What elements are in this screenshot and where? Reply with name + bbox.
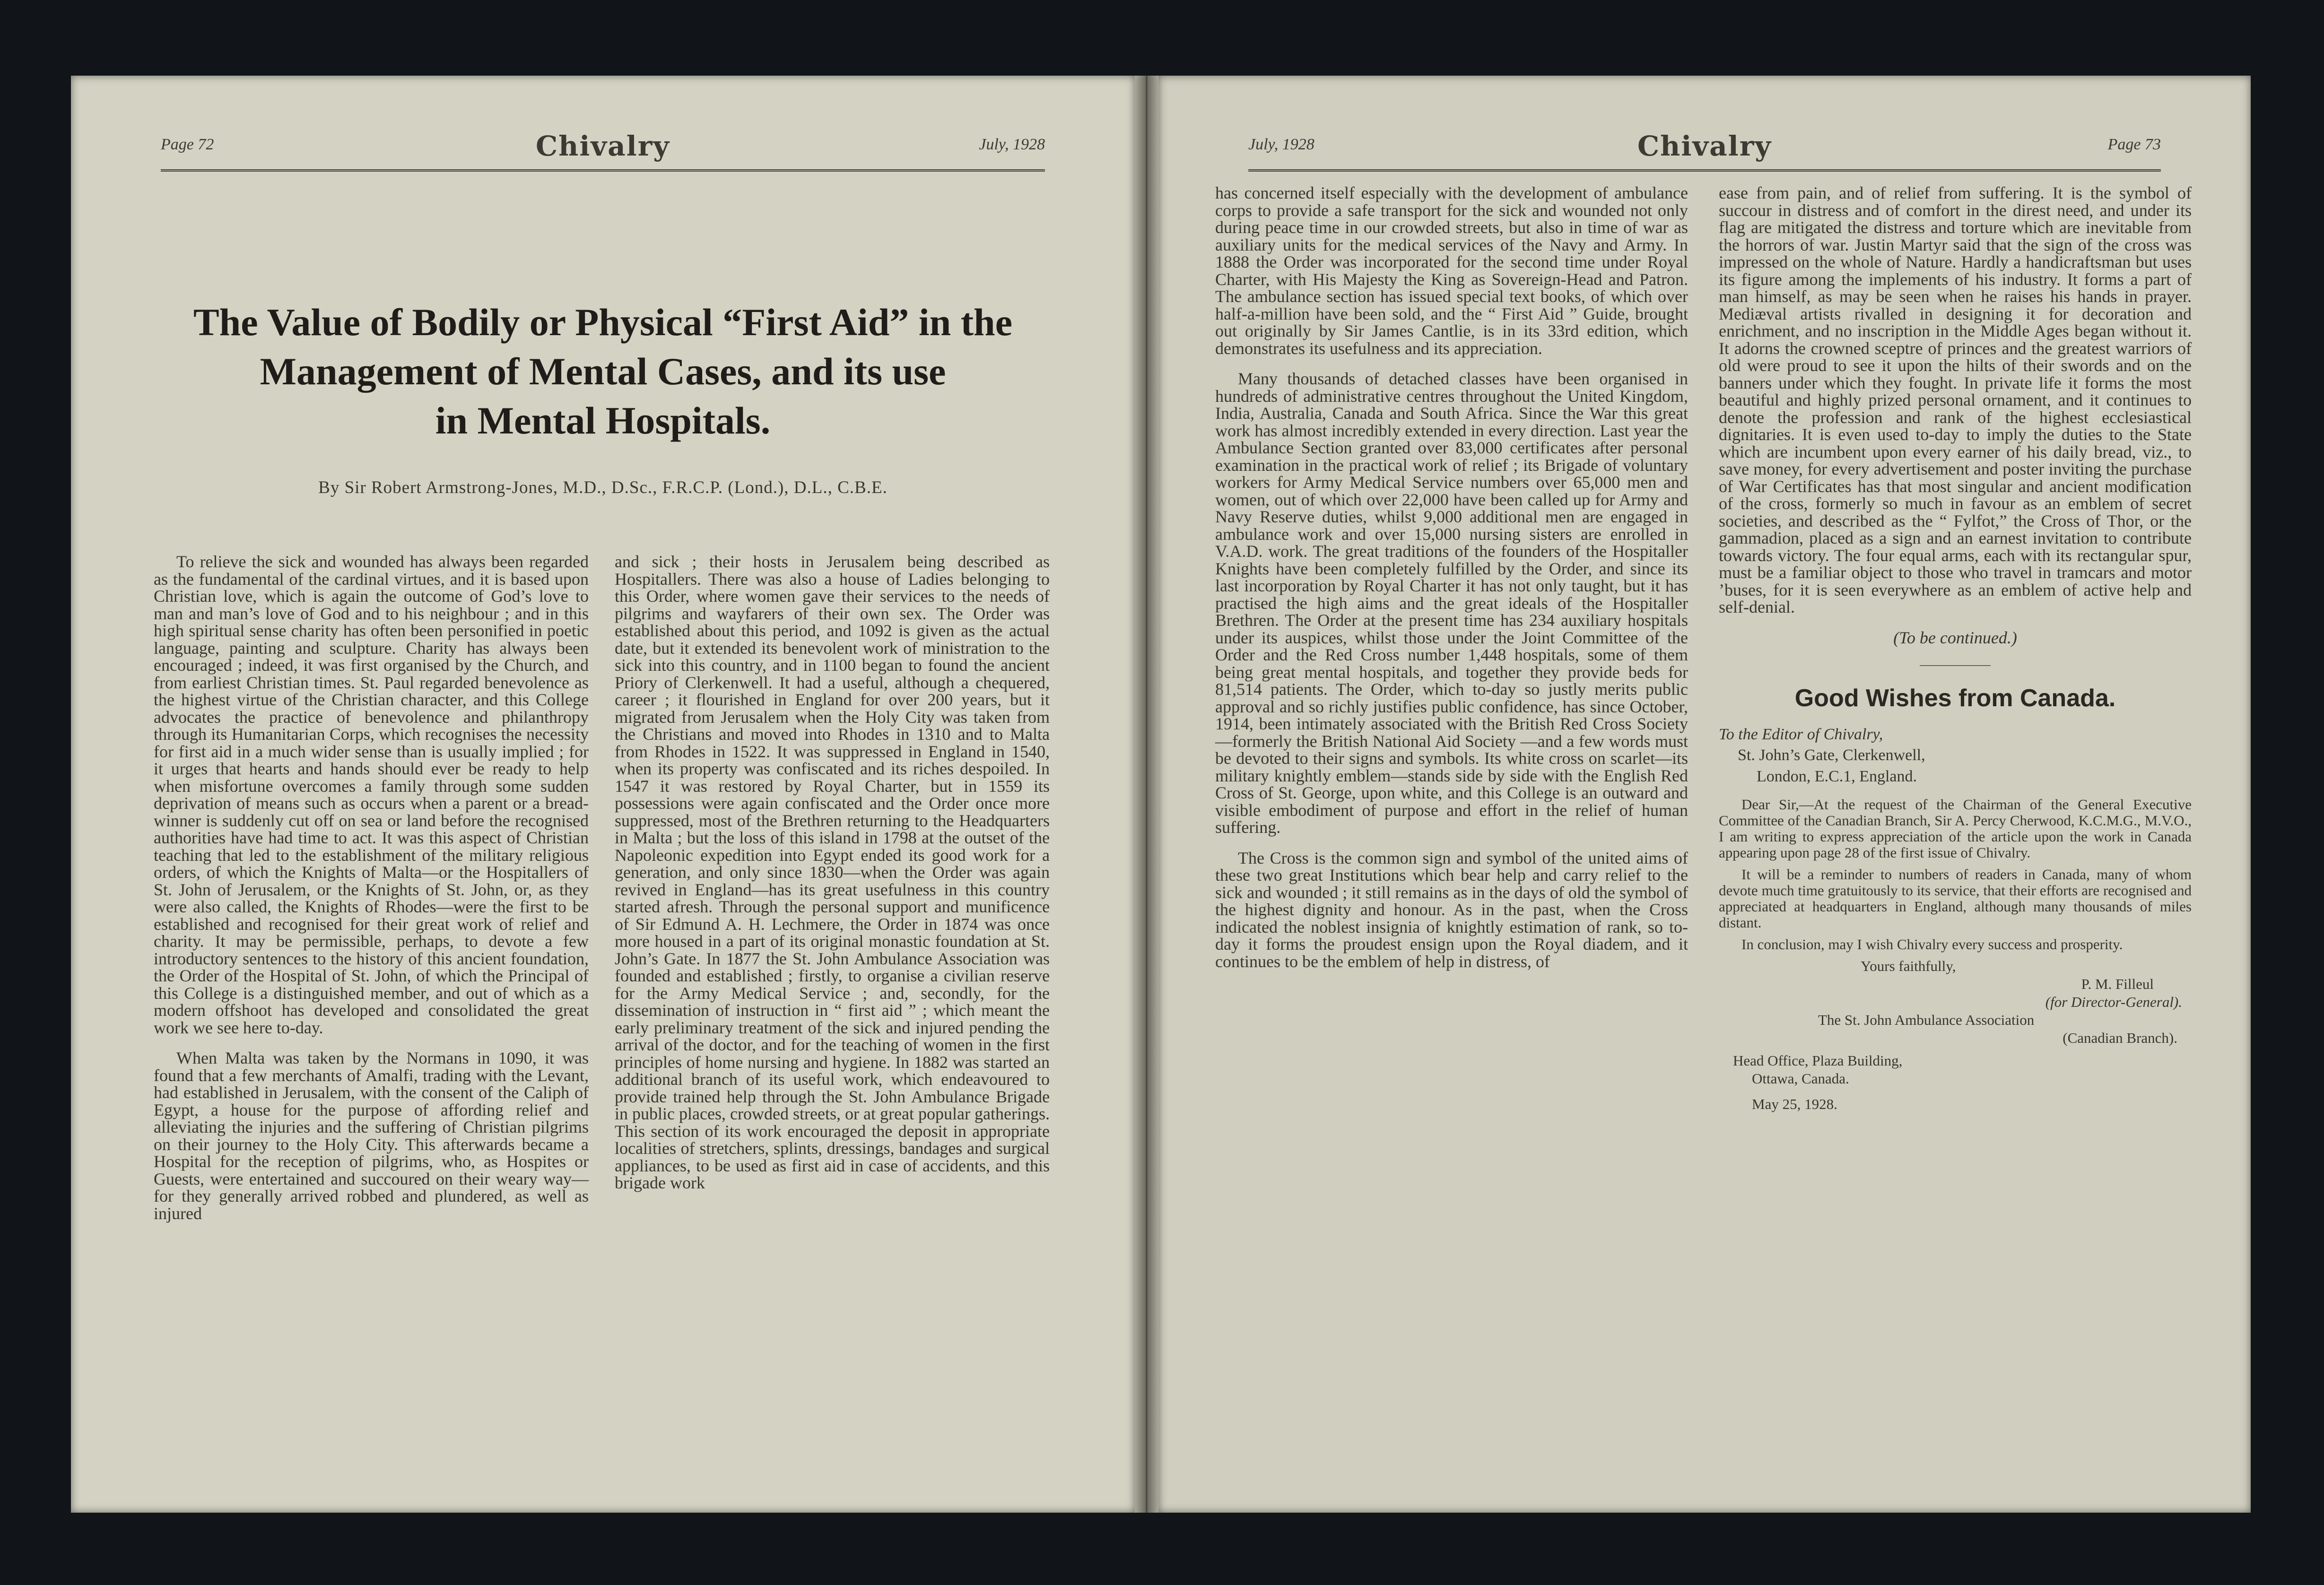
issue-date: July, 1928 [979,136,1045,153]
letter-paragraph: It will be a reminder to numbers of readers in Canada, many of whom devote much time gratuitously to its service, that their efforts are recognised and appreciated at headquarters in England, although many thousands of miles distant. [1719,866,2192,931]
letter-office: Head Office, Plaza Building, [1733,1052,1903,1069]
left-running-head [161,130,1045,173]
right-running-head [1248,130,2161,173]
right-page [1158,76,2251,1513]
magazine-title: Chivalry [1637,130,1772,162]
letter-heading: Good Wishes from Canada. [1794,684,2116,712]
page-number: Page 73 [2107,136,2161,153]
section-divider [1920,665,1991,666]
byline: By Sir Robert Armstrong-Jones, M.D., D.Sc., F.R.C.P. (Lond.), D.L., C.B.E. [318,478,888,497]
issue-date: July, 1928 [1248,136,1314,153]
letter-office: Ottawa, Canada. [1752,1070,1849,1087]
header-rule [1248,169,2161,174]
page-number: Page 72 [161,136,214,153]
article-column-2 [615,553,1050,1205]
letter-signer-role: (for Director-General). [2045,994,2182,1010]
letter-address-line: To the Editor of Chivalry, [1719,725,1883,743]
letter-body [1719,797,2192,1112]
paragraph: When Malta was taken by the Normans in 1090, it was found that a few merchants of Amalfi, trading with the Levant, had established in Jerusalem, with the consent of the Caliph of Egypt, a house for the purpose of affording relief and alleviating the injuries and the suffering of Christian pilgrims on their journey to the Holy City. This afterwards became a Hospital for the reception of pilgrims, who, as Hospites or Guests, were entertained and succoured on their weary way—for they generally arrived robbed and plundered, as well as injured [154,1048,589,1223]
header-rule [161,169,1045,174]
letter-paragraph: In conclusion, may I wish Chivalry every success and prosperity. [1741,936,2123,953]
paragraph: and sick ; their hosts in Jerusalem being described as Hospitallers. There was also a house of Ladies belonging to this Order, where women gave their services to the needs of pilgrims and wayfarers of their own sex. The Order was established about this period, and 1092 is given as the actual date, but it extended its benevolent work of ministration to the sick into this country, and in 1100 began to found the ancient Priory of Clerkenwell. It had a useful, although a chequered, career ; it flourished in England for over 200 years, but it migrated from Jerusalem when the Holy City was taken from the Christians and moved into Rhodes in 1310 and to Malta from Rhodes in 1522. It was suppressed in England in 1540, when its property was confiscated and its riches despoiled. In 1547 it was restored by Royal Charter, but in 1559 its possessions were again confiscated and the Order once more suppressed, most of the Brethren returning to the Headquarters in Malta ; but the loss of this island in 1798 at the outset of the Napoleonic expedition into Egypt ended its good work for a generation, and only since 1830—when the Order was again revived in England—has its great usefulness in this country started afresh. Through the personal support and munificence of Sir Edmund A. H. Lechmere, the Order in 1874 was once more housed in a part of its original monastic foundation at St. John’s Gate. In 1877 the St. John Ambulance Association was founded and established ; firstly, to organise a civilian reserve for the Army Medical Service ; and, secondly, for the dissemination of instruction in “ first aid ” ; which meant the early preliminary treatment of the sick and injured pending the arrival of the doctor, and for the teaching of women in the first principles of home nursing and hygiene. In 1882 was started an additional branch of its useful work, which endeavoured to provide trained help through the St. John Ambulance Brigade in public places, crowded streets, or at great popular gatherings. This section of its work encouraged the deposit in appropriate localities of stretchers, splints, dressings, bandages and surgical appliances, to be used as first aid in case of accidents, and this brigade work [615,552,1050,1192]
article-column-1 [154,553,589,1235]
article-column-3 [1215,184,1688,983]
letter-paragraph: Dear Sir,—At the request of the Chairman of the General Executive Committee of the Canadian Branch, Sir A. Percy Cherwood, K.C.M.G., M.V.O., I am writing to express appreciation of the article upon the work in Canada appearing upon page 28 of the first issue of Chivalry. [1719,796,2192,861]
letter-date: May 25, 1928. [1752,1096,1837,1112]
letter-signer: P. M. Filleul [2081,976,2154,992]
letter-closing: Yours faithfully, [1861,958,1956,974]
article-title: The Value of Bodily or Physical “First Aid” in the Management of Mental Cases, and its use in Mental Hospitals. [193,301,1013,442]
magazine-title: Chivalry [536,130,670,162]
paragraph: To relieve the sick and wounded has always been regarded as the fundamental of the cardinal virtues, and it is based upon Christian love, which is again the outcome of God’s love to man and man’s love of God and to his neighbour ; and in this high spiritual sense charity has often been personified in poetic language, painting and sculpture. Charity has always been encouraged ; indeed, it was first organised by the Church, and from earliest Christian times. St. Paul regarded benevolence as the highest virtue of the Christian character, and this College advocates the practice of benevolence and philanthropy through its Humanitarian Corps, which recognises the necessity for first aid in a much wider sense than is usually implied ; for it urges that hearts and hands should ever be ready to help when misfortune overcomes a family through some sudden deprivation of means such as occurs when a parent or a bread-winner is suddenly cut off on sea or land before the recognised authorities have had time to act. It was this aspect of Christian teaching that led to the establishment of the military religious orders, of which the Knights of Malta—or the Hospitallers of St. John of Jerusalem, or the Knights of St. John, or, as they were also called, the Knights of Rhodes—were the first to be established and recognised for their great work of relief and charity. It may be permissible, perhaps, to devote a few introductory sentences to the history of this ancient foundation, the Order of the Hospital of St. John, of which the Principal of this College is a distinguished member, and out of which as a modern offshoot has developed and consolidated the great work we see here to-day. [154,552,589,1037]
letter-address-line: St. John’s Gate, Clerkenwell, [1738,746,1925,764]
letter-organisation: The St. John Ambulance Association [1818,1012,2035,1028]
book-gutter [1135,76,1158,1513]
paragraph: has concerned itself especially with the development of ambulance corps to provide a safe transport for the sick and wounded not only during peace time in our crowded streets, but also in time of war as auxiliary units for the medical services of the Navy and Army. In 1888 the Order was incorporated for the second time under Royal Charter, with His Majesty the King as Sovereign-Head and Patron. The ambulance section has issued special text books, of which over half-a-million have been sold, and the “ First Aid ” Guide, brought out originally by Sir James Cantlie, is in its 33rd edition, which demonstrates its usefulness and its appreciation. [1215,183,1688,358]
paragraph: The Cross is the common sign and symbol of the united aims of these two great Institutions which bear help and carry relief to the sick and wounded ; it still remains as in the days of old the symbol of the highest dignity and honour. As in the past, when the Cross indicated the noblest insignia of knightly estimation of rank, so to-day it forms the proudest ensign upon the Royal diadem, and it continues to be the emblem of help in distress, of [1215,848,1688,971]
paragraph: ease from pain, and of relief from suffering. It is the symbol of succour in distress and of comfort in the direst need, and under its flag are mitigated the distress and torture which are inevitable from the horrors of war. Justin Martyr said that the sign of the cross was impressed on the whole of Nature. Hardly a handicraftsman but uses its figure among the implements of his industry. It forms a part of man himself, as may be seen when he raises his hands in prayer. Mediæval artists rivalled in designing it for decoration and enrichment, and no inscription in the Middle Ages began without it. It adorns the crowned sceptre of princes and the greatest warriors of old were proud to see it upon the hilts of their swords and on the banners under which they fought. In private life it forms the most beautiful and highly prized personal ornament, and it continues to denote the profession and rank of the highest ecclesiastical dignitaries. It is even used to-day to imply the duties to the State which are incumbent upon every earner of his daily bread, viz., to save money, for every advertisement and poster inviting the purchase of War Certificates has that most singular and ancient modification of the cross, formerly so much in favour as an emblem of secret societies, and described as the “ Fylfot,” the Cross of Thor, or the gammadion, placed as a sign and an earnest invitation to contribute towards victory. The four equal arms, each with its rectangular spur, must be a familiar object to those who travel in tramcars and motor ’buses, for it is seen everywhere as an emblem of active help and self-denial. [1719,183,2192,616]
article-column-4 [1719,184,2192,1114]
letter-organisation-branch: (Canadian Branch). [2063,1030,2177,1046]
left-page [71,76,1135,1513]
letter-address-line: London, E.C.1, England. [1757,767,1917,785]
paragraph: Many thousands of detached classes have been organised in hundreds of administrative centres throughout the United Kingdom, India, Australia, Canada and South Africa. Since the War this great work has almost incredibly extended in every direction. Last year the Ambulance Section granted over 83,000 certificates after personal examination in the practical work of relief ; its Brigade of voluntary workers for Army Medical Service numbers over 65,000 men and women, out of which over 22,000 have been called up for Army and Navy Reserve duties, whilst 9,000 additional men are engaged in ambulance work and over 15,000 nursing sisters are enrolled in V.A.D. work. The great traditions of the founders of the Hospitaller Knights have been completely fulfilled by the Order, and since its last incorporation by Royal Charter it has not only taught, but it has practised the high aims and the great ideals of the Hospitaller Brethren. The Order at the present time has 234 auxiliary hospitals under its auspices, whilst those under the Joint Committee of the Order and the Red Cross number 1,448 hospitals, some of them being great mental hospitals, and together they provide beds for 81,514 patients. The Order, which to-day so justly merits public approval and so richly justifies public confidence, has since October, 1914, been intimately associated with the British Red Cross Society—formerly the British National Aid Society —and a few words must be devoted to their signs and symbols. Its white cross on scarlet—its military knightly emblem—stands side by side with the English Red Cross of St. George, upon white, and this College is an outward and visible embodiment of purpose and effort in the relief of human suffering. [1215,369,1688,837]
to-be-continued: (To be continued.) [1893,628,2017,647]
